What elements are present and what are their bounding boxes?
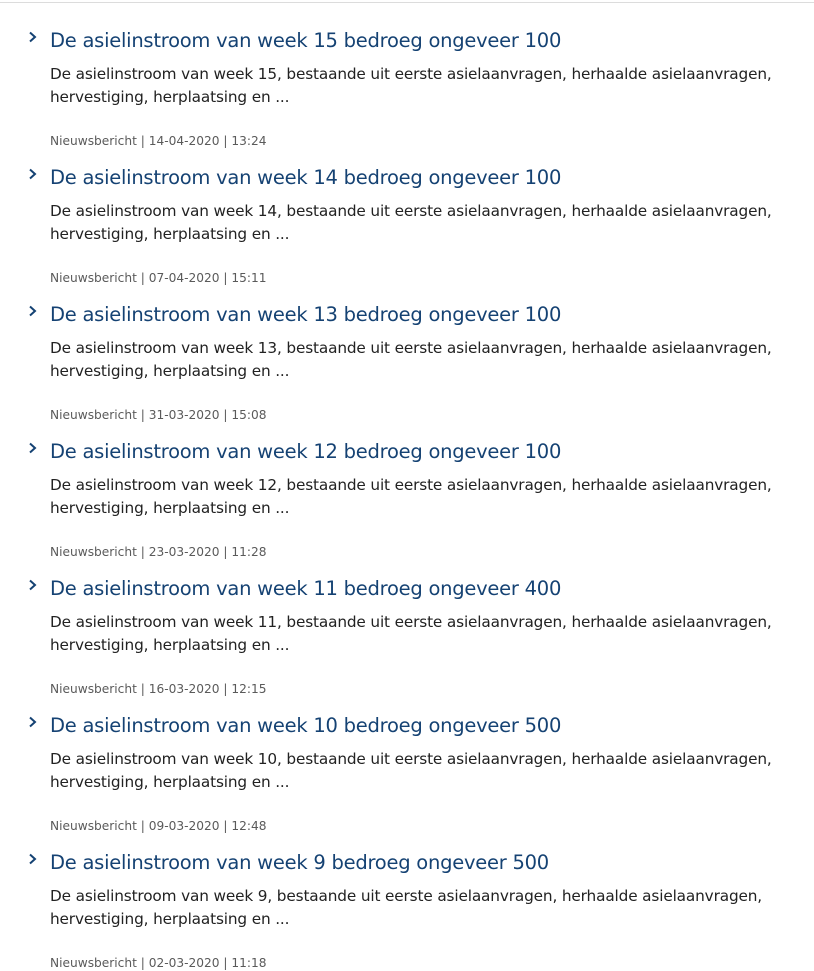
result-title-link[interactable]: De asielinstroom van week 9 bedroeg ongeveer 500 [50, 851, 549, 874]
result-excerpt [50, 200, 790, 246]
result-item [0, 569, 814, 706]
result-excerpt-line: hervestiging, herplaatsing en ... [50, 499, 290, 517]
chevron-right-icon [28, 579, 38, 591]
result-excerpt [50, 474, 790, 520]
result-excerpt-line: hervestiging, herplaatsing en ... [50, 910, 290, 928]
result-excerpt-line: hervestiging, herplaatsing en ... [50, 636, 290, 654]
result-title-link[interactable]: De asielinstroom van week 10 bedroeg ongeveer 500 [50, 714, 562, 737]
result-excerpt-line: De asielinstroom van week 11, bestaande uit eerste asielaanvragen, herhaalde asielaanvragen, [50, 613, 772, 631]
result-item [0, 158, 814, 295]
result-title-link[interactable]: De asielinstroom van week 14 bedroeg ongeveer 100 [50, 166, 562, 189]
result-excerpt-line: De asielinstroom van week 12, bestaande uit eerste asielaanvragen, herhaalde asielaanvragen, [50, 476, 772, 494]
result-excerpt-line: De asielinstroom van week 9, bestaande uit eerste asielaanvragen, herhaalde asielaanvragen, [50, 887, 763, 905]
result-meta: Nieuwsbericht | 31-03-2020 | 15:08 [50, 408, 267, 422]
result-excerpt [50, 748, 790, 794]
chevron-right-icon [28, 716, 38, 728]
result-excerpt-line: hervestiging, herplaatsing en ... [50, 225, 290, 243]
chevron-right-icon [28, 31, 38, 43]
chevron-right-icon [28, 442, 38, 454]
result-excerpt [50, 337, 790, 383]
result-title-link[interactable]: De asielinstroom van week 12 bedroeg ongeveer 100 [50, 440, 562, 463]
result-excerpt-line: De asielinstroom van week 14, bestaande uit eerste asielaanvragen, herhaalde asielaanvragen, [50, 202, 772, 220]
result-title-link[interactable]: De asielinstroom van week 13 bedroeg ongeveer 100 [50, 303, 562, 326]
result-excerpt-line: hervestiging, herplaatsing en ... [50, 88, 290, 106]
top-divider [0, 2, 814, 3]
result-item [0, 21, 814, 158]
result-excerpt-line: De asielinstroom van week 15, bestaande uit eerste asielaanvragen, herhaalde asielaanvragen, [50, 65, 772, 83]
result-meta: Nieuwsbericht | 02-03-2020 | 11:18 [50, 956, 267, 970]
chevron-right-icon [28, 305, 38, 317]
result-item [0, 706, 814, 843]
result-meta: Nieuwsbericht | 09-03-2020 | 12:48 [50, 819, 267, 833]
result-excerpt [50, 885, 790, 931]
result-title-link[interactable]: De asielinstroom van week 15 bedroeg ongeveer 100 [50, 29, 562, 52]
result-excerpt-line: hervestiging, herplaatsing en ... [50, 362, 290, 380]
result-item [0, 843, 814, 970]
result-item [0, 432, 814, 569]
result-meta: Nieuwsbericht | 14-04-2020 | 13:24 [50, 134, 267, 148]
result-excerpt-line: De asielinstroom van week 13, bestaande uit eerste asielaanvragen, herhaalde asielaanvragen, [50, 339, 772, 357]
result-meta: Nieuwsbericht | 16-03-2020 | 12:15 [50, 682, 267, 696]
result-excerpt [50, 63, 790, 109]
result-excerpt [50, 611, 790, 657]
result-title-link[interactable]: De asielinstroom van week 11 bedroeg ongeveer 400 [50, 577, 562, 600]
result-meta: Nieuwsbericht | 07-04-2020 | 15:11 [50, 271, 267, 285]
chevron-right-icon [28, 168, 38, 180]
result-excerpt-line: De asielinstroom van week 10, bestaande uit eerste asielaanvragen, herhaalde asielaanvragen, [50, 750, 772, 768]
result-meta: Nieuwsbericht | 23-03-2020 | 11:28 [50, 545, 267, 559]
result-item [0, 295, 814, 432]
result-excerpt-line: hervestiging, herplaatsing en ... [50, 773, 290, 791]
chevron-right-icon [28, 853, 38, 865]
